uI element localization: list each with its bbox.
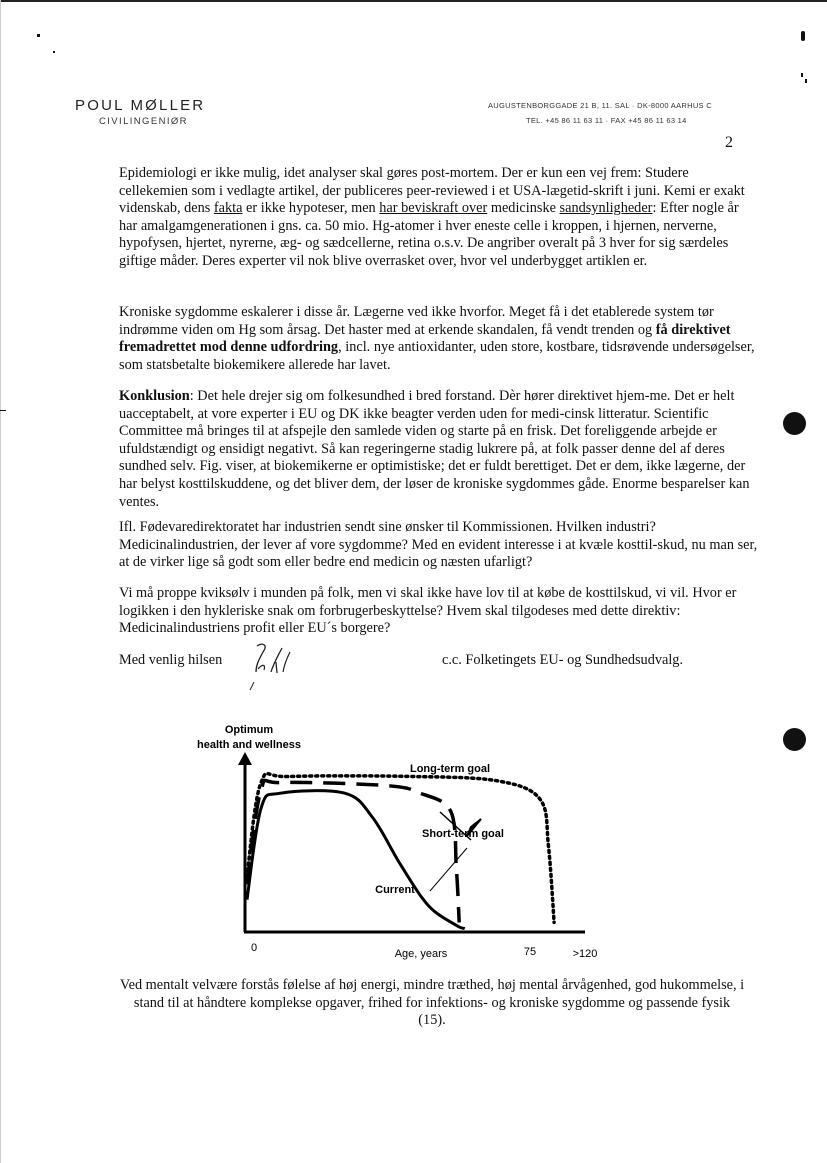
page-left-border (0, 0, 1, 1163)
handwritten-signature (244, 642, 304, 692)
x-tick-label: 75 (523, 946, 537, 958)
figure-caption: Ved mentalt velvære forstås følelse af høj energi, mindre træthed, høj mental årvågenhed, god hukommelse, i stand til at håndtere komplekse opgaver, frihed for infektions- og kroniske sygdomme og passende fysik (15). (119, 977, 745, 1029)
text-run: medicinske (487, 200, 560, 217)
letterhead-address: AUGUSTENBORGGADE 21 B, 11. SAL · DK-8000 AARHUS C (488, 101, 712, 110)
text-run: Epidemiologi er ikke mulig, idet analyser skal gøres post-mortem. Der er kun een vej frem: Studere cellekemien som i vedlagte artikel, der publiceres peer-reviewed i et USA-lægetid-skrift i juni. Kemi er exakt videnskab, dens (119, 165, 745, 217)
y-axis-label-line2: health and wellness (197, 739, 301, 751)
current-pointer (430, 848, 467, 891)
underlined-text: fakta (213, 200, 243, 217)
text-run: , incl. nye antioxidanter, uden store, kostbare, tidsrøvende undersøgelser, som statsbetalte biokemikere allerede har lavet. (119, 339, 755, 373)
paragraph-2 (119, 304, 759, 374)
annotation-short-term-goal: Short-term goal (422, 828, 504, 840)
page-number: 2 (725, 134, 733, 151)
punch-hole-mark (783, 728, 806, 751)
underlined-text: sandsynligheder (559, 200, 653, 217)
cc-line: c.c. Folketingets EU- og Sundhedsudvalg. (442, 652, 684, 668)
y-axis-label-line1: Optimum (224, 724, 274, 736)
x-axis-label: Age, years (394, 948, 448, 960)
text-run: er ikke hypoteser, men (242, 200, 380, 217)
bold-text: få direktivet fremadrettet mod denne udfordring (119, 321, 731, 356)
scan-speck (37, 34, 40, 37)
series-line-current (247, 791, 465, 929)
text-run: Kroniske sygdomme eskalerer i disse år. Lægerne ved ikke hvorfor. Meget få i det etablerede system tør indrømme viden om Hg som årsag. Det haster med at erkende skandalen, få vendt trenden og (119, 304, 714, 338)
underlined-text: har beviskraft over (379, 200, 488, 217)
paragraph-4: Ifl. Fødevaredirektoratet har industrien sendt sine ønsker til Kommissionen. Hvilken industri? Medicinalindustrien, der lever af vore sygdomme? Med en evident interesse i at kvæle kosttil-skud, nu man ser, at de virker lige så godt som eller bedre end medicin og næsten ufarligt? (119, 519, 758, 571)
signature-row (119, 652, 759, 692)
y-axis-arrowhead (238, 752, 252, 765)
series-line-short-term-goal (247, 780, 459, 922)
letterhead-name: POUL MØLLER (75, 97, 206, 114)
x-tick-label: 0 (250, 942, 258, 954)
page-top-border (0, 0, 827, 2)
scan-speck (801, 73, 803, 77)
annotation-current: Current (375, 884, 415, 896)
scan-speck (801, 31, 805, 41)
letterhead-phone: TEL. +45 86 11 63 11 · FAX +45 86 11 63 14 (526, 116, 687, 125)
letterhead-title: CIVILINGENIØR (99, 116, 188, 127)
closing-text: Med venlig hilsen (119, 652, 223, 668)
scan-speck (805, 79, 807, 83)
scan-speck (53, 51, 55, 53)
scan-speck (0, 410, 6, 411)
bold-text: Konklusion (119, 388, 190, 404)
punch-hole-mark (783, 412, 806, 435)
text-run: : Efter nogle år har amalgamgenerationen i gns. ca. 50 mio. Hg-atomer i hver eneste celle i kroppen, i hjernen, nerverne, hypofysen, hjertet, nyrerne, æg- og sædcellerne, retina o.s.v. De angriber overalt på 3 hver for sig særdeles giftige måder. Deres experter vil nok blive overrasket over, hvor vel underbygget artiklen er. (119, 200, 739, 269)
paragraph-5: Vi må proppe kviksølv i munden på folk, men vi skal ikke have lov til at købe de kosttilskud, vi vil. Hvor er logikken i den hykleriske snak om forbrugerbeskyttelse? Hvem skal tilgodeses med dette direktiv: Medicinalindustriens profit eller EU´s borgere? (119, 585, 737, 637)
paragraph-3 (119, 388, 759, 511)
series-layer (247, 773, 554, 928)
paragraph-1 (119, 165, 759, 271)
x-tick-label: >120 (572, 948, 598, 960)
series-line-long-term-goal (247, 773, 554, 922)
health-chart (185, 716, 615, 961)
text-run: : Det hele drejer sig om folkesundhed i bred forstand. Dèr hører direktivet hjem-me. Det er helt uacceptabelt, at vore experter i EU og DK ikke beagter verden uden for medi-cinsk litteratur. Scientific Committee må bringes til at afspejle den samlede viden og starte på en frisk. Det foreliggende arbejde er ufuldstændigt og ensidigt negativt. Så kan regeringerne stadig lukrere på, at folk passer denne del af deres sundhed selv. Fig. viser, at biokemikerne er optimistiske; det er fuldt berettiget. Det er dem, ikke lægerne, der har belyst kosttilskuddene, og det bliver dem, der løser de kroniske sygdommes gåde. Enorme besparelser kan ventes. (119, 388, 750, 510)
annotation-long-term-goal: Long-term goal (409, 763, 491, 775)
